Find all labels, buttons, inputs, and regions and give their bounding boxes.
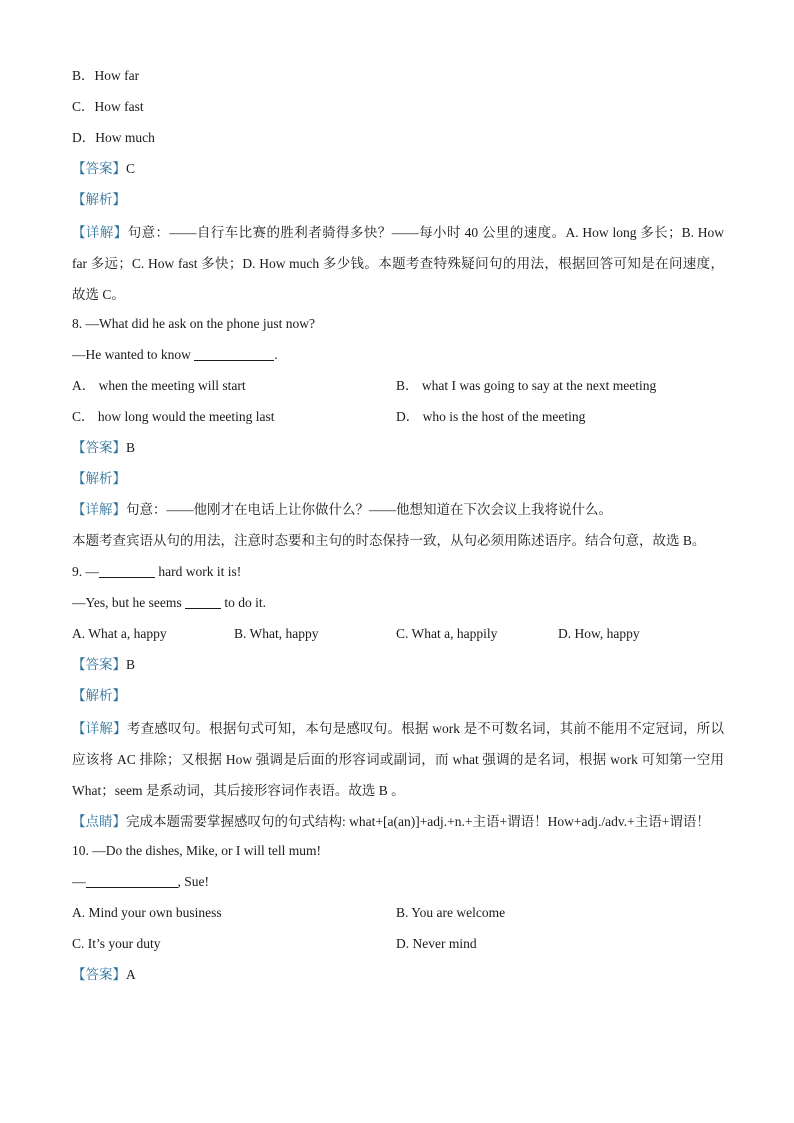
q9-answer <box>72 651 724 682</box>
q10-answer <box>72 961 724 992</box>
q10-options-row2 <box>72 930 724 961</box>
q8-detail <box>72 496 724 527</box>
q8-option-a: A． when the meeting will start <box>72 378 246 393</box>
q7-detail <box>72 217 724 310</box>
q8-option-d: D． who is the host of the meeting <box>396 409 586 424</box>
q9-tip <box>72 806 724 837</box>
q7-option-d: D．How much <box>72 130 155 145</box>
q7-analysis <box>72 186 724 217</box>
tip-tag: 【点睛】 <box>72 814 126 829</box>
answer-tag: 【答案】 <box>72 657 126 672</box>
q8-question: 8. —What did he ask on the phone just now? <box>72 316 315 331</box>
analysis-tag: 【解析】 <box>72 688 126 703</box>
q9-reply <box>72 589 724 620</box>
q9-option-c: C. What a, happily <box>396 626 498 641</box>
answer-tag: 【答案】 <box>72 161 126 176</box>
answer-blank <box>185 592 221 609</box>
q9-question <box>72 558 724 589</box>
q10-option-d: D. Never mind <box>396 936 477 951</box>
q8-analysis <box>72 465 724 496</box>
q9-option-d: D. How, happy <box>558 626 640 641</box>
q8-option-c: C． how long would the meeting last <box>72 409 275 424</box>
q10-option-b: B. You are welcome <box>396 905 506 920</box>
q9-question-end: hard work it is! <box>155 564 242 579</box>
q9-option-b: B. What, happy <box>234 626 319 641</box>
detail-text: 考查感叹句。根据句式可知，本句是感叹句。根据 work 是不可数名词，其前不能用不定冠词，所以应该将 AC 排除；又根据 How 强调是后面的形容词或副词，而 what 强调的是名词，根据 work 可知第一空用 What；seem 是系动词，其后接形容词作表语。故选 B 。 <box>72 721 724 798</box>
answer-blank <box>194 344 274 361</box>
q7-option-b: B．How far <box>72 68 140 83</box>
tip-text: 完成本题需要掌握感叹句的句式结构: what+[a(an)]+adj.+n.+主语+谓语！How+adj./adv.+主语+谓语！ <box>126 814 710 829</box>
q9-option-a: A. What a, happy <box>72 626 167 641</box>
detail-tag: 【详解】 <box>72 502 126 517</box>
q10-reply-end: , Sue! <box>177 874 209 889</box>
answer-tag: 【答案】 <box>72 967 126 982</box>
q10-option-a: A. Mind your own business <box>72 905 222 920</box>
q8-option-b: B． what I was going to say at the next meeting <box>396 378 657 393</box>
q10-option-c: C. It’s your duty <box>72 936 161 951</box>
exam-page <box>72 62 724 992</box>
answer-value: B <box>126 657 136 672</box>
answer-value: C <box>126 161 136 176</box>
answer-blank <box>99 561 155 578</box>
detail-text: 句意：——他刚才在电话上让你做什么？——他想知道在下次会议上我将说什么。 <box>126 502 612 517</box>
q8-answer <box>72 434 724 465</box>
q9-detail <box>72 713 724 806</box>
q10-reply <box>72 868 724 899</box>
detail-text: 句意：——自行车比赛的胜利者骑得多快？——每小时 40 公里的速度。A. How long 多长；B. How far 多远；C. How fast 多快；D. How much 多少钱。本题考查特殊疑问句的用法，根据回答可知是在问速度，故选 C。 <box>72 225 724 302</box>
q8-options-row2 <box>72 403 724 434</box>
detail-tag: 【详解】 <box>72 225 128 240</box>
q8-reply <box>72 341 724 372</box>
q8-detail-2: 本题考查宾语从句的用法，注意时态要和主句的时态保持一致，从句必须用陈述语序。结合句意，故选 B。 <box>72 533 706 548</box>
answer-tag: 【答案】 <box>72 440 126 455</box>
q7-answer <box>72 155 724 186</box>
answer-value: B <box>126 440 136 455</box>
q8-options-row1 <box>72 372 724 403</box>
q9-reply-start: —Yes, but he seems <box>72 595 186 610</box>
q8-reply-text: —He wanted to know <box>72 347 195 362</box>
q9-question-start: 9. — <box>72 564 99 579</box>
q8-reply-end: . <box>274 347 278 362</box>
q10-question: 10. —Do the dishes, Mike, or I will tell mum! <box>72 843 321 858</box>
q10-options-row1 <box>72 899 724 930</box>
detail-tag: 【详解】 <box>72 721 127 736</box>
q9-options-row <box>72 620 724 651</box>
analysis-tag: 【解析】 <box>72 192 126 207</box>
q10-reply-start: — <box>72 874 86 889</box>
analysis-tag: 【解析】 <box>72 471 126 486</box>
q9-reply-end: to do it. <box>221 595 267 610</box>
q7-option-c: C．How fast <box>72 99 144 114</box>
answer-value: A <box>126 967 136 982</box>
answer-blank <box>86 871 178 888</box>
q9-analysis <box>72 682 724 713</box>
